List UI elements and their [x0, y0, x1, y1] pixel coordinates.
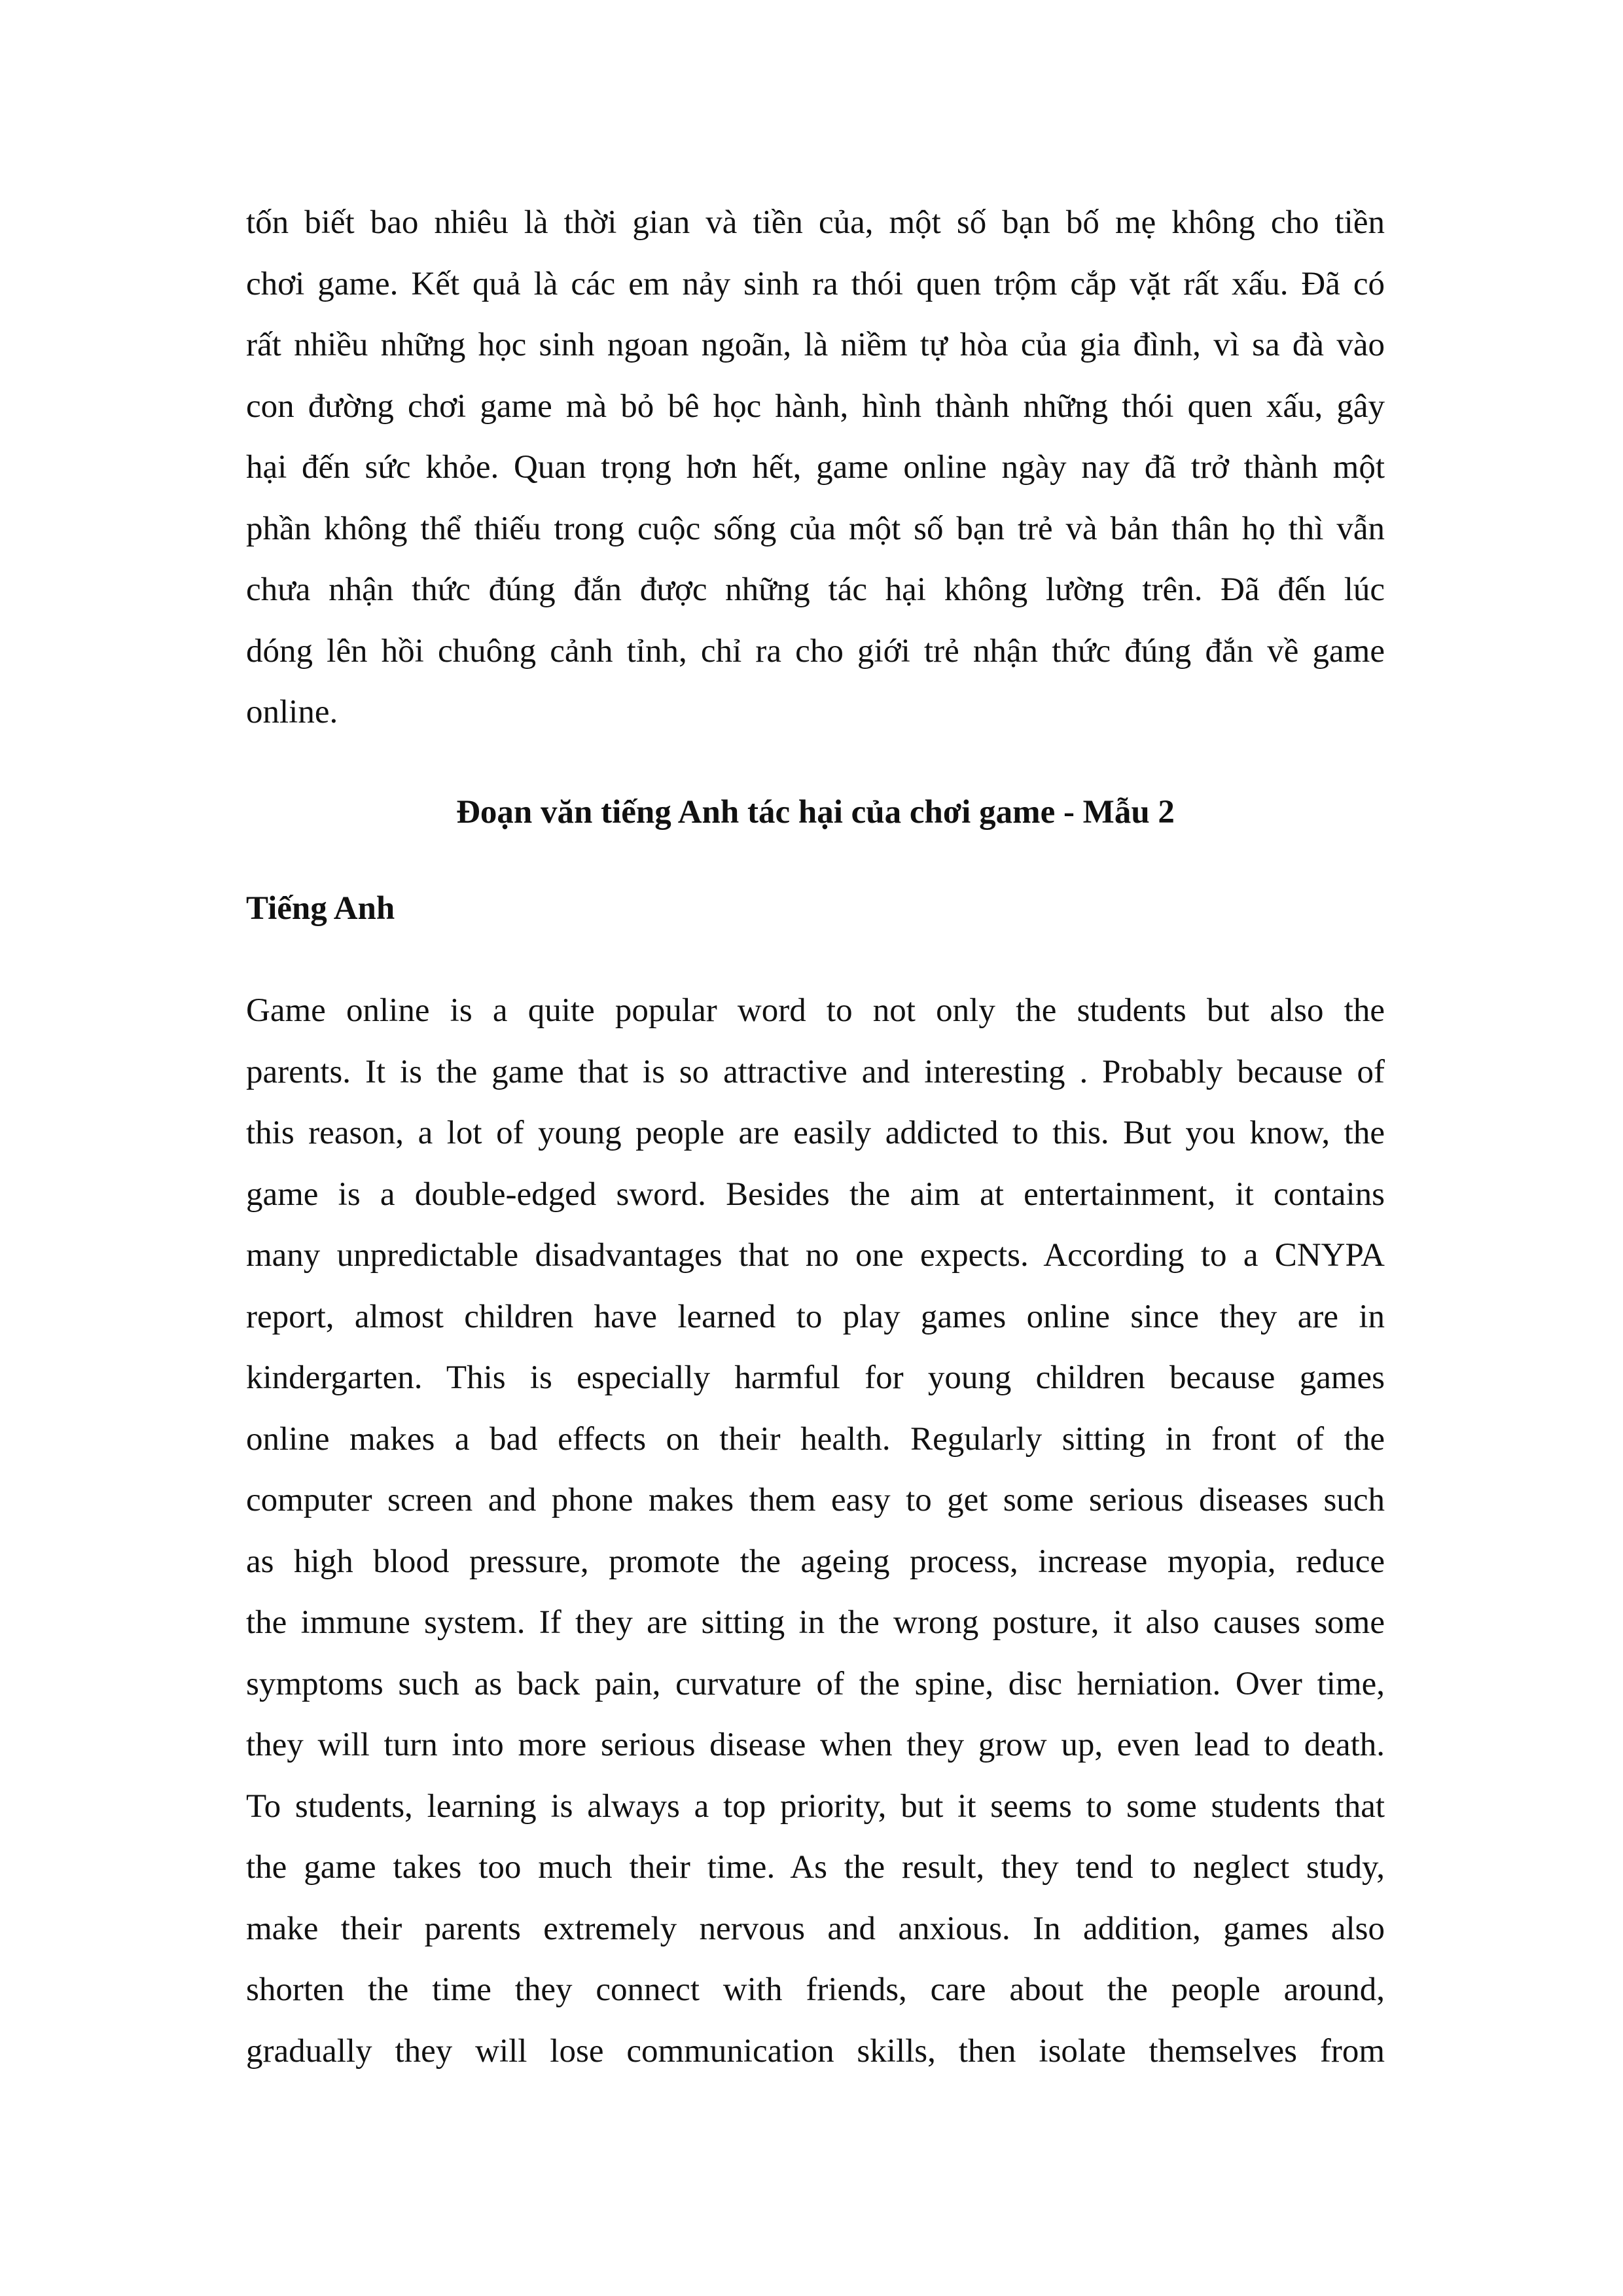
paragraph-line: tốn biết bao nhiêu là thời gian và tiền của, một số bạn bố mẹ không cho tiền — [246, 204, 1385, 241]
paragraph-line: rất nhiều những học sinh ngoan ngoãn, là niềm tự hòa của gia đình, vì sa đà vào — [246, 327, 1385, 363]
paragraph-line: online makes a bad effects on their health. Regularly sitting in front of the — [246, 1420, 1385, 1458]
paragraph-line: con đường chơi game mà bỏ bê học hành, hình thành những thói quen xấu, gây — [246, 387, 1385, 425]
paragraph-line: game is a double-edged sword. Besides the aim at entertainment, it contains — [246, 1175, 1385, 1213]
paragraph-line: chơi game. Kết quả là các em nảy sinh ra thói quen trộm cắp vặt rất xấu. Đã có — [246, 265, 1385, 302]
paragraph-line: computer screen and phone makes them easy to get some serious diseases such — [246, 1482, 1385, 1518]
paragraph-line: the game takes too much their time. As the result, they tend to neglect study, — [246, 1849, 1385, 1886]
paragraph-line: To students, learning is always a top priority, but it seems to some students that — [246, 1787, 1385, 1825]
paragraph-line: dóng lên hồi chuông cảnh tỉnh, chỉ ra cho giới trẻ nhận thức đúng đắn về game — [246, 632, 1385, 670]
paragraph-line: many unpredictable disadvantages that no one expects. According to a CNYPA — [246, 1237, 1385, 1274]
subsection-title: Tiếng Anh — [246, 890, 395, 927]
paragraph-line: hại đến sức khỏe. Quan trọng hơn hết, game online ngày nay đã trở thành một — [246, 449, 1385, 486]
paragraph-line: gradually they will lose communication skills, then isolate themselves from — [246, 2032, 1385, 2070]
paragraph-line: Game online is a quite popular word to not only the students but also the — [246, 992, 1385, 1029]
paragraph-line: the immune system. If they are sitting in the wrong posture, it also causes some — [246, 1604, 1385, 1641]
paragraph-line: parents. It is the game that is so attractive and interesting . Probably because of — [246, 1053, 1385, 1090]
paragraph-line: symptoms such as back pain, curvature of the spine, disc herniation. Over time, — [246, 1665, 1385, 1702]
paragraph-line: chưa nhận thức đúng đắn được những tác hại không lường trên. Đã đến lúc — [246, 571, 1385, 608]
paragraph-line: as high blood pressure, promote the ageing process, increase myopia, reduce — [246, 1543, 1385, 1580]
paragraph-line: report, almost children have learned to play games online since they are in — [246, 1298, 1385, 1335]
english-paragraph — [246, 980, 1385, 2082]
paragraph-line: they will turn into more serious disease when they grow up, even lead to death. — [246, 1727, 1385, 1763]
section-title: Đoạn văn tiếng Anh tác hại của chơi game - Mẫu 2 — [456, 794, 1175, 831]
paragraph-line: kindergarten. This is especially harmful for young children because games — [246, 1359, 1385, 1396]
paragraph-line: make their parents extremely nervous and anxious. In addition, games also — [246, 1910, 1385, 1947]
paragraph-line: this reason, a lot of young people are easily addicted to this. But you know, the — [246, 1115, 1385, 1151]
paragraph-line: shorten the time they connect with friends, care about the people around, — [246, 1971, 1385, 2008]
paragraph-line: online. — [246, 694, 338, 730]
paragraph-line: phần không thể thiếu trong cuộc sống của một số bạn trẻ và bản thân họ thì vẫn — [246, 510, 1385, 547]
vietnamese-paragraph — [246, 192, 1385, 744]
